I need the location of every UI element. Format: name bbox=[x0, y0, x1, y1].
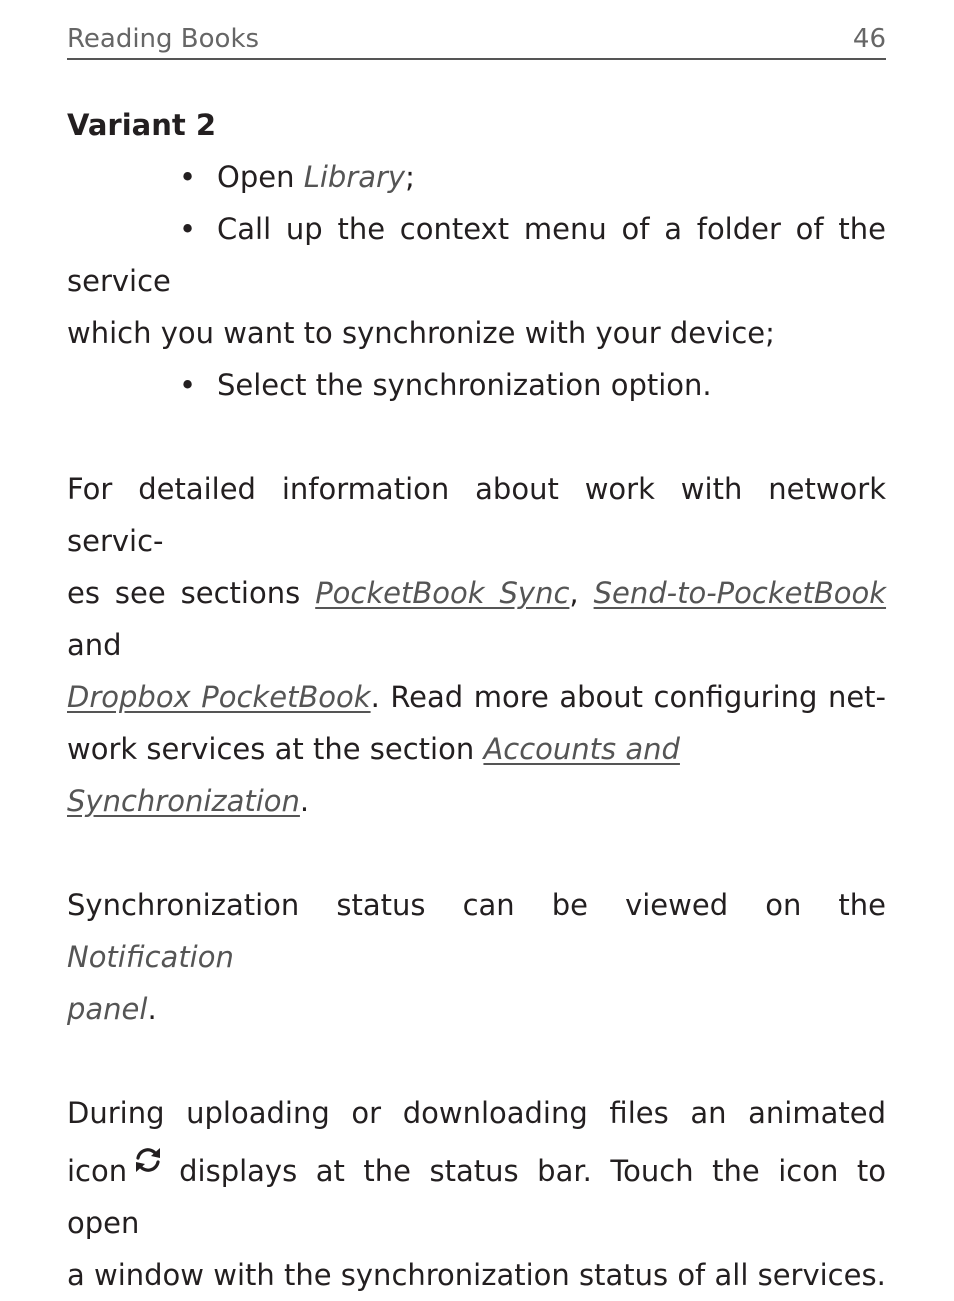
para3-line3: a window with the synchronization status of all services. bbox=[67, 1258, 886, 1292]
bullet-item-select-option bbox=[67, 359, 886, 411]
para3-text: displays at the status bar. Touch the icon to open bbox=[67, 1154, 886, 1240]
bullet-dot-icon: • bbox=[179, 160, 197, 194]
para3-text: icon bbox=[67, 1154, 128, 1188]
para1-comma: , bbox=[569, 576, 579, 610]
bullet-item-context-menu-line1 bbox=[67, 203, 886, 307]
bullet-dot-icon: • bbox=[179, 212, 197, 246]
bullet-punct: ; bbox=[405, 160, 415, 194]
para1-text: work services at the section bbox=[67, 732, 484, 766]
para1-line1: For detailed information about work with network servic- bbox=[67, 472, 886, 558]
para2-line2 bbox=[67, 983, 886, 1035]
para1-line4 bbox=[67, 723, 886, 827]
page-content bbox=[67, 99, 886, 1301]
para1-text: . Read more about configuring net- bbox=[370, 680, 886, 714]
ref-notification: Notification bbox=[67, 940, 234, 974]
bullet-text: Call up the context menu of a folder of the service bbox=[67, 212, 886, 298]
para1-and: and bbox=[67, 628, 122, 662]
bullet-item-context-menu-line2: which you want to synchronize with your device; bbox=[67, 316, 775, 350]
sync-icon bbox=[131, 1139, 165, 1169]
bullet-item-open-library bbox=[67, 151, 886, 203]
ref-library: Library bbox=[303, 160, 406, 194]
para2-text: Synchronization status can be viewed on the bbox=[67, 888, 886, 922]
link-pocketbook-sync[interactable]: PocketBook Sync bbox=[315, 576, 570, 610]
link-send-to-pocketbook[interactable]: Send-to-PocketBook bbox=[593, 576, 887, 610]
bullet-text: Open bbox=[217, 160, 304, 194]
section-heading: Variant 2 bbox=[67, 108, 217, 142]
para2-line1 bbox=[67, 879, 886, 983]
link-dropbox-pocketbook[interactable]: Dropbox PocketBook bbox=[67, 680, 371, 714]
para3-line1: During uploading or downloading files an animated bbox=[67, 1096, 886, 1130]
bullet-dot-icon: • bbox=[179, 368, 197, 402]
header-title: Reading Books bbox=[67, 24, 260, 54]
page-header bbox=[67, 22, 886, 60]
link-accounts-synchronization[interactable]: Accounts and Synchronization bbox=[67, 732, 680, 818]
para3-line2 bbox=[67, 1139, 886, 1249]
ref-panel: panel bbox=[67, 992, 148, 1026]
bullet-text: Select the synchronization option. bbox=[217, 368, 712, 402]
para1-text: es see sections bbox=[67, 576, 316, 610]
page-number: 46 bbox=[852, 24, 886, 54]
para1-period: . bbox=[299, 784, 310, 818]
para2-period: . bbox=[147, 992, 157, 1026]
para1-line3 bbox=[67, 671, 886, 723]
para1-line2 bbox=[67, 567, 886, 671]
